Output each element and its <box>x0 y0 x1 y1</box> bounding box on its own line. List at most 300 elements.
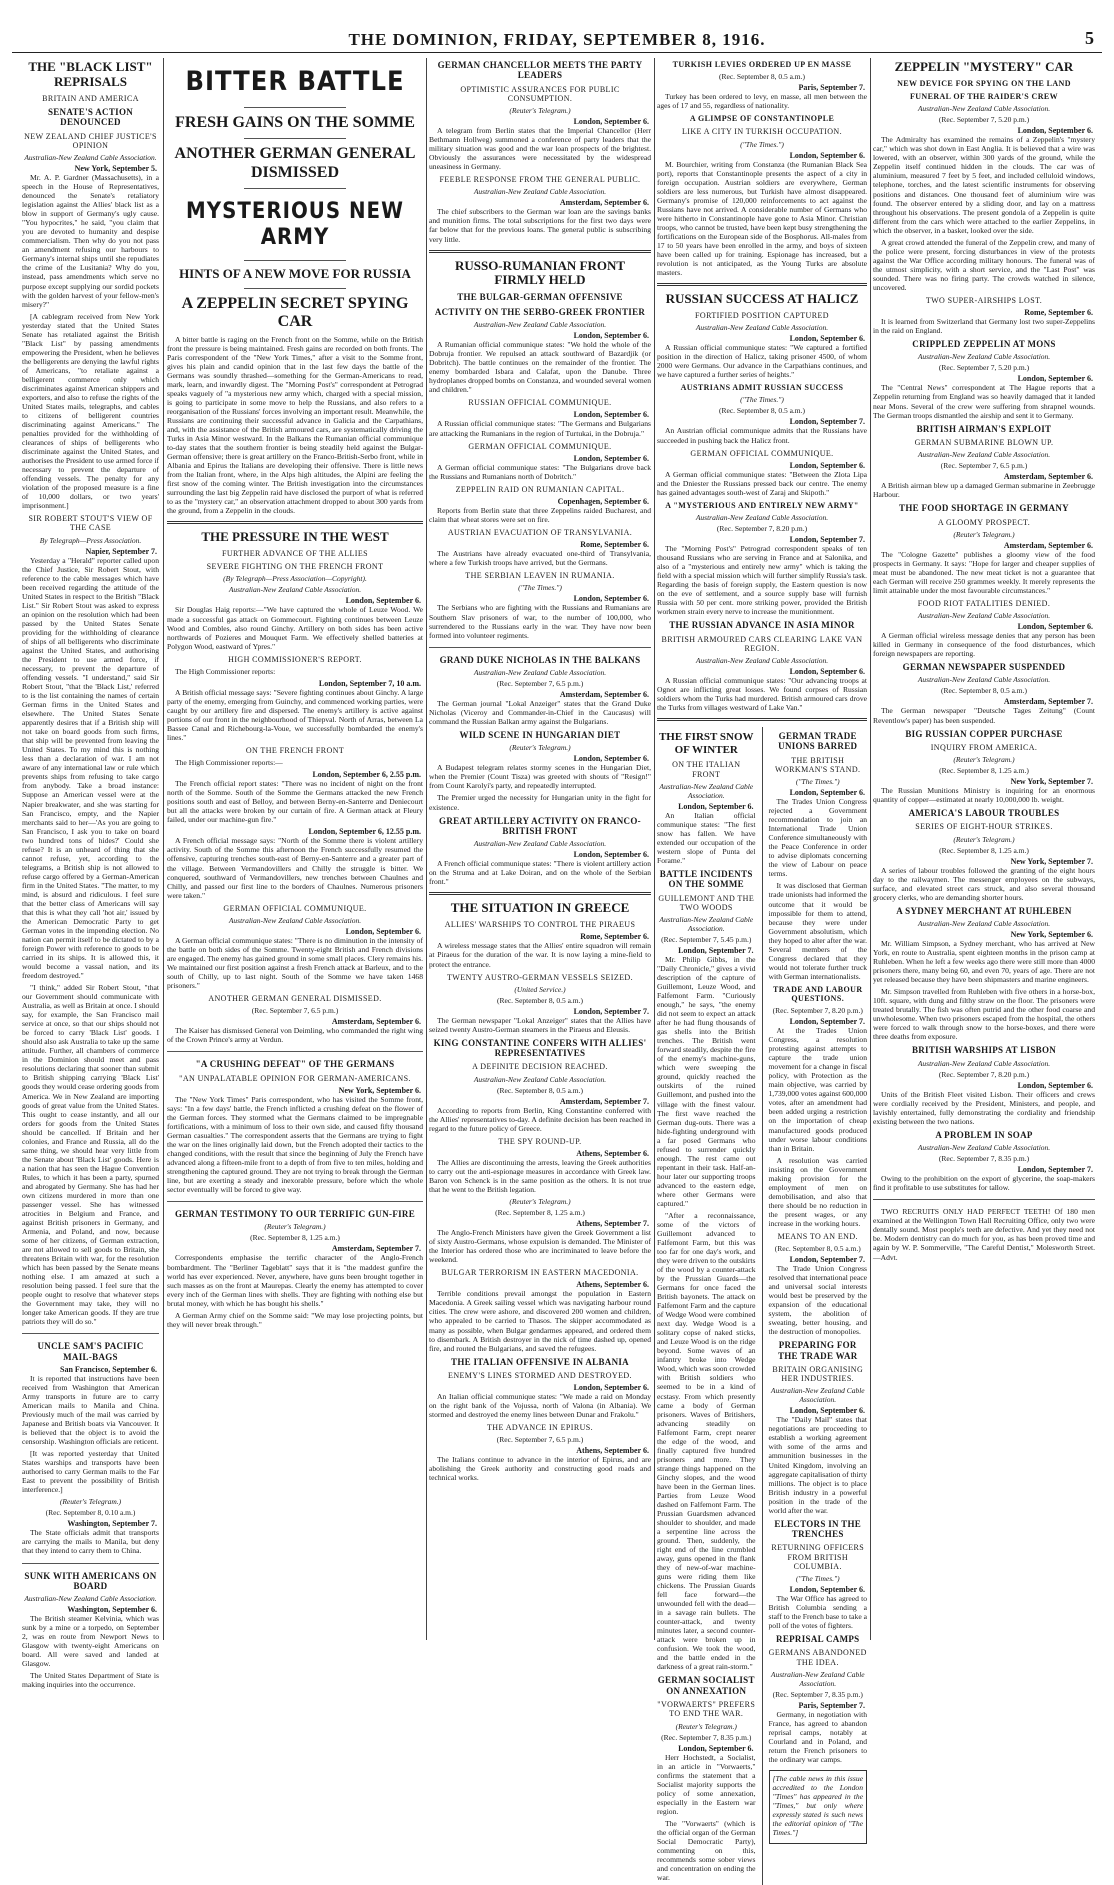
subheadline: OPTIMISTIC ASSURANCES FOR PUBLIC CONSUMPTION. <box>460 84 620 103</box>
article-text: The "New York Times" Paris correspondent, who has visited the Somme front, says: "In a few days' battle, the French inflicted a crushing defeat on the flower of the German forces. They stormed what the Germans claimed to be impregnable fortifications, with a minimum of loss to their own side, and caused fifty thousand German casualties." The correspondent asserts that the Germans are trying to fight the war on the lines originally laid down, but the French adopted their tactics to the changed conditions, with the result that since the beginning of July the French have advanced along a fifteen-mile front to a depth of from five to ten miles, holding and strengthening the captured ground. They are not trying to break through the German line, but are exerting a steady and inexorable pressure, before which the whole sector eventually will be forced to give way. <box>167 1094 423 1195</box>
sub-column-left <box>657 727 756 1885</box>
subheadline: GUILLEMONT AND THE TWO WOODS <box>658 893 755 912</box>
dateline: Rome, September 6. <box>1024 308 1093 318</box>
subheadline: THE SERBIAN LEAVEN IN RUMANIA. <box>465 571 615 581</box>
article-text: The chief subscribers to the German war loan are the savings banks and munition firms. The total subscriptions for the first two days were far below that for the previous loans. The general public is subscribing very little. <box>429 207 651 244</box>
headline: GERMAN NEWSPAPER SUSPENDED <box>902 662 1066 673</box>
dateline: London, September 6. <box>678 801 754 811</box>
received-line: (Rec. September 7, 8.35 p.m.) <box>661 1732 752 1742</box>
dateline: London, September 6. <box>573 117 649 127</box>
source-line: Australian-New Zealand Cable Association. <box>659 915 754 933</box>
dateline: London, September 6. <box>789 334 865 344</box>
source-line: Australian-New Zealand Cable Association. <box>695 513 829 522</box>
source-line: Australian-New Zealand Cable Association. <box>917 1143 1051 1153</box>
article-text: The Serbians who are fighting with the Russians and Rumanians are Southern Slav prisoners of war, to the number of 100,000, who surrendered to the Russians early in the war. They have now been formed into volunteer regiments. <box>429 603 651 640</box>
subheadline: SERIES OF EIGHT-HOUR STRIKES. <box>915 822 1053 832</box>
subheadline: FEEBLE RESPONSE FROM THE GENERAL PUBLIC. <box>439 175 641 185</box>
divider <box>167 1201 423 1202</box>
source-line: Australian-New Zealand Cable Association. <box>917 104 1051 114</box>
subheadline: RETURNING OFFICERS FROM BRITISH COLUMBIA. <box>771 1543 865 1571</box>
subheadline: A DEFINITE DECISION REACHED. <box>472 1062 608 1072</box>
source-line: (Reuter's Telegram.) <box>953 529 1015 539</box>
subheadline: THE ADVANCE IN EPIRUS. <box>487 1423 593 1433</box>
source-line: Australian-New Zealand Cable Association. <box>770 1386 865 1405</box>
article-text: The "Vorwaerts" (which is the official organ of the German Social Democratic Party), commenting on this, recommends some sober views and concentration on ending the war. <box>657 1818 756 1882</box>
article-text: A Budapest telegram relates stormy scenes in the Hungarian Diet, when the Premier (Count Tisza) was greeted with shouts of "Resign!" from Count Karolyi's party, and repeatedly interrupted. <box>429 763 651 791</box>
subheadline: INQUIRY FROM AMERICA. <box>930 742 1038 752</box>
headline: WILD SCENE IN HUNGARIAN DIET <box>459 730 621 741</box>
subheadline: SIR ROBERT STOUT'S VIEW OF THE CASE <box>28 514 153 533</box>
article-text: The High Commissioner reports: <box>175 666 276 676</box>
source-line: Australian-New Zealand Cable Association. <box>917 352 1051 362</box>
article-text: An Austrian official communique admits that the Russians have succeeded in pushing back the Halicz front. <box>657 426 867 445</box>
received-line: (Rec. September 7, 5.20 p.m.) <box>938 363 1030 373</box>
headline: A GLIMPSE OF CONSTANTINOPLE <box>689 114 835 124</box>
source-line: Australian-New Zealand Cable Association. <box>473 320 607 330</box>
headline: RUSSO-RUMANIAN FRONT FIRMLY HELD <box>454 257 626 288</box>
article-text: Mr. Philip Gibbs, in the "Daily Chronicle," gives a vivid description of the capture of Guillemont, Leuze Wood, and Falfemont Farm. "Curiously enough," he says, "the enemy did not seem to expect an attack after he had flung thousands of gas shells into the British trenches. The British went forward steadily, despite the fire of the enemy's machine-guns, which were sweeping the ground, quickly reached the outskirts of the ruined Guillemont, and pushed into the village with the finest valour. The first wave reached the German dug-outs. There was a hide-fighting underground with a far posed Germans who refused to surrender quickly enough. The rest came out repentant in their task. Half-an-hour later our supporting troops advanced to the eastern edge, where other Germans were captured." <box>657 955 756 1208</box>
article-text: Correspondents emphasise the terrific character of the Anglo-French bombardment. The "Berliner Tageblatt" says that it is "the maddest gunfire the world has ever experienced. Never, anywhere, have guns been brought together in such masses as on the front at Maurepas. Clearly the enemy has attempted to cover every inch of the German lines with shells. They are fighting with nothing else but brutal money, with which he has bought his shells." <box>167 1253 423 1308</box>
column-rule <box>654 58 655 1640</box>
headline: THE FIRST SNOW OF WINTER <box>658 731 754 756</box>
headline: MYSTERIOUS NEW ARMY <box>186 199 404 250</box>
headline: A PROBLEM IN SOAP <box>935 1129 1033 1140</box>
source-line: Australian-New Zealand Cable Association. <box>917 611 1051 621</box>
headline: PREPARING FOR THE TRADE WAR <box>777 1340 858 1361</box>
subheadline: "AN UNPALATABLE OPINION FOR GERMAN-AMERICANS. <box>179 1073 411 1083</box>
headline: THE PRESSURE IN THE WEST <box>201 529 389 545</box>
article-text: A British airman blew up a damaged German submarine in Zeebrugge Harbour. <box>873 481 1095 500</box>
headline: A SYDNEY MERCHANT AT RUHLEBEN <box>896 905 1072 916</box>
headline: BIG RUSSIAN COPPER PURCHASE <box>905 728 1063 739</box>
dateline: London, September 6. <box>789 788 865 798</box>
dateline: London, September 7. <box>789 1255 865 1265</box>
article-text: The Trades Union Congress rejected a Government recommendation to join an International Trade Union Conference simultaneously with the Peace Conference in order to advise diplomats concerning the view of Labour on peace terms. <box>768 797 867 879</box>
article-text: M. Bourchier, writing from Constanza (the Rumanian Black Sea port), reports that Constantinople presents the aspect of a city in foreign occupation. Austrian soldiers are everywhere, German soldiers are less numerous, but Turkish have almost disappeared. Germany's promise of 120,000 reinforcements to act against the Russians have not arrived. A considerable number of Germans who were hitherto in Constantinople have gone to Asia Minor. Christian troops, who cannot be trusted, have been kept busy strengthening the fortifications on the European side of the Bosphorus. All-males from 17 to 50 years have been enrolled in the army, and boys of sixteen have been called up for training. Espionage has increased, but a revolution is not anticipated, as the Young Turks are absolute masters. <box>657 159 867 277</box>
article-text: The Anglo-French Ministers have given the Greek Government a list of sixty Austro-Germans, whose expulsion is demanded. The Minister of the Interior has ordered those who are incriminated to leave before the weekend. <box>429 1228 651 1265</box>
headline: GERMAN CHANCELLOR MEETS THE PARTY LEADERS <box>437 60 643 81</box>
subheadline: THE SPY ROUND-UP. <box>498 1136 582 1146</box>
source-line: Australian-New Zealand Cable Association. <box>770 1669 865 1688</box>
sub-column-right <box>769 727 868 1885</box>
subheadline: THE BULGAR-GERMAN OFFENSIVE <box>457 292 623 303</box>
divider <box>244 107 346 108</box>
dateline: New York, September 6. <box>338 1085 421 1095</box>
headline: A ZEPPELIN SECRET SPYING CAR <box>181 294 409 331</box>
subheadline: NEW DEVICE FOR SPYING ON THE LAND <box>897 78 1071 88</box>
article-text: A resolution was carried insisting on the Government making provision for the employment of men on demobilisation, and also that there should be no reduction in the present wages, or any increase in the working hours. <box>768 1155 867 1228</box>
source-line: ("The Times.") <box>795 1573 840 1583</box>
dateline: Washington, September 7. <box>67 1519 157 1529</box>
received-line: (Rec. September 8, 1.25 a.m.) <box>495 1208 585 1218</box>
source-line: (By Telegraph—Press Association—Copyright). <box>223 574 367 584</box>
article-text: The High Commissioner reports:— <box>175 758 283 768</box>
column-rule <box>870 58 871 1640</box>
dateline: Amsterdam, September 6. <box>559 689 649 699</box>
sub-column-rule <box>762 727 763 1885</box>
subheadline: GERMANS ABANDONED THE IDEA. <box>768 1648 867 1667</box>
article-text: The Italians continue to advance in the interior of Epirus, and are abolishing the Greek authority and constructing good roads and technical works. <box>429 1455 651 1483</box>
headline: GREAT ARTILLERY ACTIVITY ON FRANCO-BRITISH FRONT <box>439 815 641 836</box>
received-line: (Rec. September 8, 0.5 a.m.) <box>718 72 805 82</box>
received-line: (Rec. September 7, 5.45 p.m.) <box>661 935 752 944</box>
main-headline: BITTER BATTLE <box>185 66 405 97</box>
headline: GERMAN SOCIALIST ON ANNEXATION <box>657 1675 755 1696</box>
source-line: Australian-New Zealand Cable Association. <box>695 655 829 665</box>
subheadline: ANOTHER GERMAN GENERAL DISMISSED. <box>208 994 382 1003</box>
article-text: "I think," added Sir Robert Stout, "that our Government should communicate with Australia, as well as Britain at once. I should say, for example, the San Francisco mail service at once, so that our ships should not be forced to carry 'Black List' goods. I should also ask Australia to take up the same attitude. Further, all chambers of commerce in the Dominion should meet and pass resolutions declaring that sooner than submit to British shipping carrying 'Black List' goods they would cease ordering goods from America. We in New Zealand are importing goods of great value from the United States. This ought to cease instantly, and all our orders for goods from the United States should be cancelled. If Britain and her colonies, and France and Russia, all do the same thing, we should hear very little from the Senate about 'Black List' goods. Here is a nation that has seen the Hague Convention Rules, to which it has been a party, spurned and abrogated by Germany. She has had her own citizens murdered in more than one passenger vessel. She has witnessed atrocities in Belgium and France, and against British prisoners in Germany, and Armenia, and Poland, and now, because some of her citizens, of German extraction, are not allowed to sell goods to Britain, she threatens Britain with war, for the resolution which has been passed by the Senate means nothing else. I am amazed at such a resolution being passed. I feel sure that the people ought to resolve that whatever steps the Government may take, they will no longer take American goods. If they are true patriots they will do so." <box>22 983 159 1327</box>
divider <box>657 283 867 286</box>
dateline: London, September 7, 10 a.m. <box>318 678 421 688</box>
headline: TURKISH LEVIES ORDERED UP EN MASSE <box>672 60 852 69</box>
article-text: A series of labour troubles followed the granting of the eight hours day to the railwaymen. The messenger employees on the subways, surface, and elevated street cars struck, and also several thousand grocery clerks, who are demanding shorter hours. <box>873 865 1095 902</box>
source-line: (United Service.) <box>514 984 566 994</box>
divider <box>244 288 346 289</box>
article-text: The "Central News" correspondent at The Hague reports that a Zeppelin returning from England was so heavily damaged that it landed near Mons. Several of the crew were suffering from shrapnel wounds. The German troops dismantled the airship and sent it to Germany. <box>873 383 1095 420</box>
article-text: The Austrians have already evacuated one-third of Transylvania, where a few Turkish troops have arrived, but the Germans. <box>429 549 651 568</box>
dateline: London, September 6. <box>1017 1080 1093 1090</box>
dateline: London, September 7. <box>678 946 754 955</box>
source-line: Australian-New Zealand Cable Association. <box>473 1074 607 1084</box>
source-line: Australian-New Zealand Cable Association. <box>917 450 1051 460</box>
dateline: London, September 6, 12.55 p.m. <box>308 827 421 837</box>
received-line: (Rec. September 8, 1.25 a.m.) <box>939 845 1029 855</box>
editorial-note: [The cable news in this issue accredited to the London "Times" has appeared in the "Times," but only where expressly stated is such news the editorial opinion of "The Times."] <box>772 1773 863 1838</box>
headline: ANOTHER GERMAN GENERAL DISMISSED <box>174 145 416 181</box>
headline: THE ITALIAN OFFENSIVE IN ALBANIA <box>451 1356 629 1367</box>
received-line: (Rec. September 7, 8.35 p.m.) <box>938 1154 1030 1164</box>
received-line: (Rec. September 7, 5.20 p.m.) <box>938 115 1030 125</box>
received-line: (Rec. September 7, 6.5 p.m.) <box>496 1435 584 1445</box>
article-text: A bitter battle is raging on the French front on the Somme, while on the British front the pressure is being maintained. Fresh gains are recorded on both fronts. The Paris correspondent of the "New York Times," after a visit to the Somme front, gives his plain and candid opinion that in the last few days the battle of the Germans was soundly thrashed—something for the German-Americans to read, mark, learn, and inwardly digest. The "Morning Post's" correspondent at Petrograd speaks vaguely of "a mysterious new army which, charged with a special mission, is going to participate in some move to help the Russians, and also refers to a reorganisation of the Russians' forces involving an important result. Meanwhile, the Russians are continuing their successful advance in Galicia and the Carpathians, and, with the assistance of the British armoured cars, are systematically driving the Turks in Asia Minor westward. In the Balkans the Rumanian official communique to-day states that the southern frontier is being steadily held against the Bulgar-German offensive; there is great artillery on the Franco-British-Serbo front, while in Albania and Epirus the Italians are developing their offensive. There is little news from the Italian front, where, in the Alps high altitudes, the Alpini are feeling the first snow of the coming winter. The British investigation into the circumstances surrounding the last big Zeppelin raid have disclosed the purport of what is referred to as the "mystery car," an observation attachment dropped to about 300 yards from the ground, from a Zeppelin in the clouds. <box>167 334 423 516</box>
divider <box>429 647 651 648</box>
divider <box>244 188 346 189</box>
article-text: Turkey has been ordered to levy, en masse, all men between the ages of 17 and 55, regardless of nationality. <box>657 92 867 111</box>
dateline: London, September 7. <box>573 1006 649 1016</box>
dateline: London, September 6. <box>1017 374 1093 384</box>
dateline: London, September 6. <box>573 594 649 604</box>
subheadline: TWENTY AUSTRO-GERMAN VESSELS SEIZED. <box>447 972 633 982</box>
received-line: (Rec. September 8, 0.5 a.m.) <box>940 686 1027 696</box>
dateline: London, September 6. <box>573 331 649 341</box>
dateline: London, September 6. <box>345 596 421 606</box>
source-line: (Reuter's Telegram.) <box>509 1197 571 1207</box>
dateline: London, September 6. <box>573 754 649 764</box>
subheadline: THE BRITISH WORKMAN'S STAND. <box>775 755 861 774</box>
dateline: Paris, September 7. <box>798 1700 865 1710</box>
masthead <box>12 30 1102 53</box>
headline: HINTS OF A NEW MOVE FOR RUSSIA <box>179 265 411 281</box>
masthead-title: THE DOMINION, FRIDAY, SEPTEMBER 8, 1916. <box>348 30 766 49</box>
dateline: Rome, September 6. <box>580 540 649 550</box>
subheadline: HIGH COMMISSIONER'S REPORT. <box>228 654 362 664</box>
article-text: The Kaiser has dismissed General von Deimling, who commanded the right wing of the Crown Prince's army at Verdun. <box>167 1026 423 1045</box>
source-line: (Reuter's Telegram.) <box>953 834 1015 844</box>
column-4 <box>657 56 867 1882</box>
article-text: A German official wireless message denies that any person has been killed in Germany in consequence of the food disturbances, which foreign newspapers are reporting. <box>873 631 1095 659</box>
subheadline: BRITISH ARMOURED CARS CLEARING LAKE VAN REGION. <box>661 634 863 653</box>
headline: SUNK WITH AMERICANS ON BOARD <box>24 1570 157 1591</box>
dateline: Athens, September 6. <box>576 1446 649 1456</box>
article-text: A telegram from Berlin states that the Imperial Chancellor (Herr Bethmann Hollweg) summoned a conference of party leaders that the military situation was good and the war loan prospects of the brightest. Obviously the assurances were necessitated by the widespread uneasiness in Germany. <box>429 126 651 172</box>
article-text: It was disclosed that German trade unionists had informed the outcome that it would be impossible for them to attend, because they were under Government absolutism, which they hoped to alter after the war. Several members of the Congress declared that they would not tolerate further truck with German internationalists. <box>768 881 867 981</box>
subheadline: GERMAN OFFICIAL COMMUNIQUE. <box>690 448 834 458</box>
dateline: London, September 7. <box>789 1017 865 1027</box>
headline: CRIPPLED ZEPPELIN AT MONS <box>912 339 1056 350</box>
subheadline: BRITAIN ORGANISING HER INDUSTRIES. <box>772 1364 864 1384</box>
source-line: ("The Times.") <box>518 583 562 593</box>
subheadline: GERMAN SUBMARINE BLOWN UP. <box>914 437 1054 447</box>
source-line: Australian-New Zealand Cable Association. <box>659 781 754 800</box>
subheadline: SEVERE FIGHTING ON THE FRENCH FRONT <box>206 562 384 572</box>
source-line: Australian-New Zealand Cable Association. <box>473 839 607 849</box>
dateline: London, September 6. <box>573 453 649 463</box>
source-line: ("The Times.") <box>740 395 784 405</box>
headline: ELECTORS IN THE TRENCHES <box>774 1518 862 1540</box>
dateline: London, September 7. <box>789 535 865 544</box>
article-text: Germany, in negotiation with France, has agreed to abandon reprisal camps, notably at Courland and in Poland, and return the French prisoners to the ordinary war camps. <box>768 1709 867 1764</box>
dateline: Amsterdam, September 6. <box>331 1017 421 1027</box>
divider <box>167 521 423 524</box>
article-text: A German official communique states: "Between the Zlota Lipa and the Dniester the Russians pressed back our centre. The enemy has gained advantages south-west of Zaraj and Skipoth." <box>657 469 867 497</box>
article-text: Mr. William Simpson, a Sydney merchant, who has arrived at New York, en route to Australia, spent eighteen months in the prison camp at Ruhleben. When he left a few weeks ago there were still more than 4000 prisoners there, many being 60, and even 70, years of age. There are not yet released because they have been shipmasters and marine engineers. <box>873 939 1095 985</box>
divider <box>429 892 651 895</box>
subheadline: ZEPPELIN RAID ON RUMANIAN CAPITAL. <box>455 484 625 494</box>
article-text: Sir Douglas Haig reports:—"We have captured the whole of Leuze Wood. We made a successful gas attack on Gommecourt. Fighting continues between Leuze Wood and Combles, also round Ginchy. Artillery on both sides has been active northwards of Pozieres and Mouquet Farm. We effectively shelled batteries at Polygon Wood, eastward of Ypres." <box>167 605 423 651</box>
subheadline: GERMAN OFFICIAL COMMUNIQUE. <box>223 903 367 913</box>
subheadline: GERMAN OFFICIAL COMMUNIQUE. <box>468 441 612 451</box>
article-text: Mr. A. P. Gardner (Massachusetts), in a speech in the House of Representatives, denounced the Senate's retaliatory legislation against the Allies' black list as a blow in support of Germany's ugly cause. "You hypocrites," he said, "you claim that you are devoted to humanity and despise commercialism. Then why do you not pass an amendment refusing our harbours to Germany's internal ships until she repudiates the crime of the Lusitania? Why do you, instead, pass amendments which serve no purpose except supplying our sordid pockets with the golden harvest of your fellow-men's misery?" <box>22 173 159 309</box>
received-line: (Rec. September 8, 1.25 a.m.) <box>250 1233 340 1243</box>
divider <box>657 718 867 721</box>
headline: REPRISAL CAMPS <box>776 1634 860 1645</box>
article-text: A British official message says: "Severe fighting continues about Ginchy. A large party of the enemy, emerging from Guinchy, and commenced working parties, were caught by our artillery fire and dispersed. The enemy's artillery is active against portions of our front in the neighbourhood of Thiepval. North of Arras, between La Bassee Canal and Richebourg-la-Voue, we successfully bombarded the enemy's lines." <box>167 687 423 742</box>
source-line: (Reuter's Telegram.) <box>264 1222 326 1232</box>
received-line: (Rec. September 8, 1.25 a.m.) <box>939 766 1029 776</box>
dateline: New York, September 7. <box>1010 856 1093 866</box>
column-rule <box>163 58 164 1640</box>
dateline: London, September 6. <box>345 926 421 936</box>
article-text: A French official communique states: "There is violent artillery action on the Struma and at Lake Doiran, and on the whole of the Serbian front." <box>429 859 651 887</box>
article-text: A wireless message states that the Allies' entire squadron will remain at Piraeus for the duration of the war. It is now laying a mine-field to protect the entrance. <box>429 941 651 969</box>
source-line: Australian-New Zealand Cable Association. <box>24 1594 157 1604</box>
source-line: (Reuter's Telegram.) <box>675 1721 737 1731</box>
article-text: An Italian official communique states: "The first snow has fallen. We have extended our occupation of the western slope of Punta del Forame." <box>657 810 756 865</box>
received-line: (Rec. September 8, 0.5 a.m.) <box>774 1244 861 1254</box>
subheadline: ON THE ITALIAN FRONT <box>672 760 741 779</box>
subheadline: "VORWAERTS" PREFERS TO END THE WAR. <box>657 1700 756 1719</box>
article-text: A Russian official communique states: "We captured a fortified position in the direction of Halicz, taking prisoner 4500, of whom 2000 were Germans. Our advance in the Carpathians continues, and we have captured a further series of heights." <box>657 343 867 380</box>
dateline: London, September 6. <box>573 1383 649 1393</box>
subheadline: ENEMY'S LINES STORMED AND DESTROYED. <box>448 1370 632 1380</box>
divider <box>244 138 346 139</box>
article-text: The "Cologne Gazette" publishes a gloomy view of the food prospects in Germany. It says: "Hope for larger and cheaper supplies of meat must be abandoned. The new meat ticket is not a guarantee that each German will receive 250 grammes weekly. It merely represents the limit attainable under the most favourable circumstances." <box>873 549 1095 595</box>
article-text: A Russian official communique states: "Our advancing troops at Ognot are inflicting great losses. We found corpses of Russian soldiers whom the Turks had murdered. British armoured cars drove the Turks from villages westward of Lake Van." <box>657 675 867 713</box>
headline: BRITISH AIRMAN'S EXPLOIT <box>916 423 1052 434</box>
headline: AMERICA'S LABOUR TROUBLES <box>908 808 1060 819</box>
dateline: Athens, September 6. <box>576 1280 649 1290</box>
headline: GRAND DUKE NICHOLAS IN THE BALKANS <box>439 654 641 665</box>
article-text: The Trade Union Congress resolved that international peace and universal social interests would best be preserved by the expansion of the educational system, the abolition of sweating, better housing, and the destruction of monopolies. <box>768 1264 867 1337</box>
headline: UNCLE SAM'S PACIFIC MAIL-BAGS <box>37 1341 144 1362</box>
dateline: London, September 6. <box>573 850 649 860</box>
subheadline: ACTIVITY ON THE SERBO-GREEK FRONTIER <box>434 306 646 317</box>
dateline: London, September 7. <box>1017 1165 1093 1175</box>
article-text: [It was reported yesterday that United States warships and transports have been authorised to carry German mails to the Far East to prevent the possibility of British interference.] <box>22 1449 159 1495</box>
page-number: 5 <box>1085 28 1094 48</box>
article-text: The War Office has agreed to British Columbia sending a staff to the French base to take a poll of the votes of fighters. <box>768 1593 867 1631</box>
source-line: Australian-New Zealand Cable Association. <box>917 919 1051 929</box>
article-text: Mr. Simpson travelled from Ruhleben with five others in a horse-box, 10ft. square, with dung and filthy straw on the floor. The prisoners were treated brutally. The fish was often putrid and the other food coarse and unwholesome. When two prisoners escaped from the hospital, the others were forced to walk through snow to the horse-boxes, and there were three deaths from exposure. <box>873 987 1095 1042</box>
subheadline: FURTHER ADVANCE OF THE ALLIES <box>222 549 368 559</box>
article-text: A German Army chief on the Somme said: "We may lose projecting points, but they will never break through." <box>167 1310 423 1329</box>
dateline: Copenhagen, September 6. <box>557 496 649 506</box>
divider <box>167 1051 423 1052</box>
dateline: New York, September 5. <box>74 164 157 174</box>
article-text: A German official communique states: "There is no diminution in the intensity of the battle on both sides of the Somme. Twenty-eight British and French divisions are engaged. The enemy has gained ground in some small places. Clery remains his. We maintained our first position against a fresh French attack at Barleux, and to the south of Chilly, up to last night. South of the Somme we have taken 1468 prisoners." <box>167 935 423 990</box>
article-text: "After a reconnaissance, some of the victors of Guillemont advanced to Falfemont Farm, but this was too far for one day's work, and they were driven to the outskirts of the wood by a counter-attack by the Prussian Guards—the Germans for once faced the British bayonets. The attack on Falfemont Farm and the capture of Wedge Wood were combined next day. Wedge Wood is a solitary copse of naked sticks, and Leuze Wood is on the ridge beyond. Some waves of an infantry broke into Wedge Wood, which was soon crowded with British soldiers who seemed to be in a kind of ecstasy. From which presently came a body of German prisoners. Waves of Britishers, advancing steadily on Falfemont Farm, crept nearer the edge of the wood, and finally captured five hundred prisoners and more. They strange things happened on the Ginchy slopes, and the wood have been in the German lines. Parties from Leuze Wood dashed on Falfemont Farm. The Prussian Guardsmen advanced shoulder to shoulder, and made a serpentine line across the ground. Then, suddenly, the right end of the line crumbled away, guns opened in the flank they of new-of-war machine-guns were riding them like chickens. The Prussian Guards fell face forward—the unwounded fell with the dead—in a savage rain bullets. The counter-attack, and twenty minutes later, a second counter-attack were broken up in confusion. We took the wood, and the battle ended in the darkness of a great rain-storm." <box>657 1210 756 1672</box>
received-line: (Rec. September 7, 8.20 p.m.) <box>716 524 808 533</box>
article-text: The "Daily Mail" states that negotiations are proceeding to establish a working agreement with some of the arms and ammunition businesses in the United Kingdom, involving an aggregate capitalisation of thirty millions. The object is to place British industry in a powerful position in the trade of the world after the war. <box>768 1415 867 1515</box>
source-line: Australian-New Zealand Cable Association. <box>24 153 157 163</box>
headline: BATTLE INCIDENTS ON THE SOMME <box>659 868 753 890</box>
dateline: Athens, September 7. <box>576 1219 649 1229</box>
source-line: Australian-New Zealand Cable Association. <box>473 667 607 677</box>
divider <box>22 1563 159 1564</box>
subheadline: TWO SUPER-AIRSHIPS LOST. <box>925 295 1043 305</box>
article-text: A great crowd attended the funeral of the Zeppelin crew, and many of the police were present, forcing disturbances in view of the protests against the War Office according military honours. The funeral was of the utmost simplicity, with a short service, and the "Last Post" was sounded. There was no firing party. The crowds watched in silence, uncovered. <box>873 237 1095 292</box>
article-text: Reports from Berlin state that three Zeppelins raided Bucharest, and claim that wheat stores were set on fire. <box>429 505 651 524</box>
article-text: The Allies are discontinuing the arrests, leaving the Greek authorities to carry out the anti-espionage measures in accordance with Greek law. Baron von Schenck is in the same position as the others. It is not true that he went to the British legation. <box>429 1157 651 1195</box>
article-text: The French official report states: "There was no incident of night on the front north of the Somme. South of the Somme the Germans attacked the new French positions south and east of Belloy, and between Berny-en-Santerre and Deniecourt but all the attacks were broken by our curtain of fire. A German attack at Fleury failed, under our machine-gun fire." <box>167 779 423 825</box>
dateline: London, September 6. <box>1017 126 1093 136</box>
source-line: ("The Times.") <box>795 777 840 787</box>
headline: "A CRUSHING DEFEAT" OF THE GERMANS <box>195 1059 395 1070</box>
article-text: [A cablegram received from New York yesterday stated that the United States Senate has retaliated against the British "Black List" by passing amendments empowering the President, when he believes the belligerents are denying the lawful rights of Americans, "to retaliate against a belligerent commerce only which discriminates against American shippers and exporters, and also to refuse the rights of the United States mails, telegraphs, and cables to citizens of belligerent countries discriminating against Americans." The penalties provided for the withholding of clearances of ships of belligerents who discriminate against the United States, and authorises the President to use armed force if necessary to prevent the departure of offending vessels. The penalty for any violation of the proposed measure is a fine of 10,000 dollars, or two years' imprisonment.] <box>22 311 159 511</box>
article-text: According to reports from Berlin, King Constantine conferred with the Allies' representatives to-day. A definite decision has been reached in regard to the future policy of Greece. <box>429 1105 651 1133</box>
source-line: Australian-New Zealand Cable Association. <box>695 323 829 333</box>
article-text: Terrible conditions prevail amongst the population in Eastern Macedonia. A Greek sailing vessel which was navigating harbour round cities. The crew were ashore, and discovered 200 women and children, who appealed to be carried to Thasos. The skipper accommodated as many as possible, when Bulgar gendarmes appeared, and ordered them to disembark. A British destroyer in the nick of time dashed up, opened fire, and routed the Bulgarians, and saved the refugees. <box>429 1289 651 1353</box>
headline: THE "BLACK LIST" REPRISALS <box>28 59 153 89</box>
received-line: (Rec. September 8, 0.5 a.m.) <box>496 1085 583 1095</box>
article-text: A French official message says: "North of the Somme there is violent artillery activity. South of the Somme this afternoon the French successfully resumed the offensive, capturing trenches south-east of Berny-en-Santerre and a greater part of the village. Between Vermandovillers and Chilly the struggle is bitter. We conquered, southward of Vermandovillers, new trenches between Chaulnes and Chilly, and passed our first line to the borders of Chaulnes. Numerous prisoners were taken." <box>167 836 423 900</box>
dateline: Amsterdam, September 7. <box>559 1096 649 1106</box>
dateline: Amsterdam, September 6. <box>1003 472 1093 482</box>
received-line: (Rec. September 7, 6.5 p.m.) <box>940 461 1028 471</box>
received-line: (Rec. September 8, 0.5 a.m.) <box>718 406 805 416</box>
dateline: London, September 6. <box>678 1743 754 1753</box>
dateline: London, September 6. <box>789 150 865 160</box>
dateline: New York, September 7. <box>1010 777 1093 787</box>
dateline: London, September 6. <box>789 1584 865 1594</box>
dateline: London, September 6. <box>1017 622 1093 632</box>
split-columns <box>657 727 867 1885</box>
article-text: Owing to the prohibition on the export of glycerine, the soap-makers find it profitable to use substitutes for tallow. <box>873 1174 1095 1193</box>
headline: THE SITUATION IN GREECE <box>450 900 630 916</box>
subheadline: ON THE FRENCH FRONT <box>245 746 345 756</box>
source-line: (Reuter's Telegram.) <box>509 106 571 116</box>
headline: A "MYSTERIOUS AND ENTIRELY NEW ARMY" <box>665 500 859 510</box>
dateline: Athens, September 6. <box>576 1148 649 1158</box>
headline: ZEPPELIN "MYSTERY" CAR <box>894 59 1074 74</box>
article-text: The German newspaper "Deutsche Tages Zeitung" (Count Reventlow's paper) has been suspended. <box>873 706 1095 725</box>
received-line: (Rec. September 7, 8.20 p.m.) <box>938 1069 1030 1079</box>
source-line: Australian-New Zealand Cable Association. <box>473 187 607 197</box>
received-line: (Rec. September 7, 6.5 p.m.) <box>251 1006 339 1016</box>
subheadline: FUNERAL OF THE RAIDER'S CREW <box>909 92 1059 102</box>
subheadline: NEW ZEALAND CHIEF JUSTICE'S OPINION <box>24 131 157 150</box>
source-line: Australian-New Zealand Cable Association. <box>228 585 362 595</box>
divider <box>244 260 346 261</box>
article-text: It is learned from Switzerland that Germany lost two super-Zeppelins in the raid on England. <box>873 317 1095 336</box>
received-line: (Rec. September 7, 6.5 p.m.) <box>496 678 584 688</box>
subheadline: BULGAR TERRORISM IN EASTERN MACEDONIA. <box>441 1268 639 1278</box>
headline: GERMAN TRADE UNIONS BARRED <box>778 731 858 752</box>
column-rule <box>426 58 427 1640</box>
dateline: Amsterdam, September 7. <box>1003 697 1093 707</box>
dateline: Paris, September 7. <box>798 83 865 93</box>
divider <box>22 1333 159 1334</box>
article-text: Herr Hochstedt, a Socialist, in an article in "Vorwaerts," confirms the statement that a Socialist majority supports the policy of some annexation, especially in the Eastern war region. <box>657 1752 756 1816</box>
source-line: ("The Times.") <box>740 139 784 149</box>
article-text: The United States Department of State is making inquiries into the occurrence. <box>22 1671 159 1690</box>
headline: BRITISH WARSHIPS AT LISBON <box>911 1045 1057 1056</box>
dateline: London, September 6. <box>789 460 865 470</box>
column-3 <box>429 56 651 1642</box>
article-text: The Admiralty has examined the remains of a Zeppelin's "mystery car," which was shot down in East Anglia. It is believed that a wire was lowered, with an observer, within 300 yards of the ground, while the Zeppelin itself continued hidden in the clouds. The car was of aluminium, measured 7 feet by 5 feet, and included celluloid windows, telephone, torches, and the latest scientific instruments for observing positions and distances. One thousand feet of aluminium wire was found. The observer entered by a sliding door, and lay on a mattress throughout his observations. The present gondola of a Zeppelin is quite different from the cars which were attached to the earlier Zeppelins, in which the observer, in a basket, looked over the side. <box>873 135 1095 235</box>
dateline: Amsterdam, September 6. <box>559 198 649 208</box>
divider <box>873 1199 1095 1200</box>
dateline: Amsterdam, September 7. <box>331 1244 421 1254</box>
subheadline: BRITAIN AND AMERICA <box>42 93 139 103</box>
received-line: (Rec. September 7, 8.35 p.m.) <box>772 1689 863 1699</box>
editorial-note-box <box>769 1770 868 1844</box>
headline: KING CONSTANTINE CONFERS WITH ALLIES' REPRESENTATIVES <box>433 1037 647 1059</box>
subheadline: MEANS TO AN END. <box>777 1231 858 1241</box>
article-text: The State officials admit that transports are carrying the mails to Manila, but deny that they intend to carry them to China. <box>22 1528 159 1556</box>
subheadline: A GLOOMY PROSPECT. <box>937 517 1031 527</box>
source-line: Australian-New Zealand Cable Association. <box>917 1058 1051 1068</box>
subheadline: FORTIFIED POSITION CAPTURED <box>695 310 829 320</box>
dateline: Rome, September 6. <box>580 932 649 942</box>
headline: GERMAN TESTIMONY TO OUR TERRIFIC GUN-FIRE <box>174 1209 416 1220</box>
dateline: New York, September 6. <box>1010 930 1093 940</box>
subheadline: TRADE AND LABOUR QUESTIONS. <box>772 984 863 1003</box>
article-text: A Russian official communique states: "The Germans and Bulgarians are attacking the Rumanians in the region of Turtukai, in the Dobruja." <box>429 419 651 438</box>
article-text: The "Morning Post's" Petrograd correspondent speaks of ten thousand Russians who are serving in France and at Salonika, and also of a "mysterious and entirely new army" which is taking the field with a special mission which will further simplify Russia's task. Regarding the basis of foreign supply, the Eastern question is now on the eve of settlement, and a source supply base will furnish Russia with 50 per cent. more striking power, provided the British workmen strain every nerve to increase the munitionment. <box>657 544 867 617</box>
dateline: London, September 6, 2.55 p.m. <box>312 770 421 780</box>
source-line: By Telegraph—Press Association. <box>39 535 142 545</box>
article-text: The British steamer Kelvinia, which was sunk by a mine or a torpedo, on September 2, was en route from Newport News to Glasgow with twenty-eight Americans on board. All were saved and landed at Glasgow. <box>22 1614 159 1669</box>
article-text: It is reported that instructions have been received from Washington that American Army transports in future are to carry American mails to Manila and China. Previously much of the mail was carried by Japanese and British boats via Vancouver. It is believed that the object is to avoid the censorship. Washington officials are reticent. <box>22 1374 159 1447</box>
received-line: (Rec. September 8, 0.5 a.m.) <box>496 995 583 1005</box>
dateline: London, September 7. <box>789 417 865 427</box>
headline: THE RUSSIAN ADVANCE IN ASIA MINOR <box>669 620 855 631</box>
article-text: A German official communique states: "The Bulgarians drove back the Russians and Rumanians north of Dobritch." <box>429 462 651 481</box>
source-line: Australian-New Zealand Cable Association. <box>228 915 362 925</box>
dateline: Amsterdam, September 6. <box>1003 540 1093 550</box>
article-text: An Italian official communique states: "We made a raid on Monday on the right bank of the Vojussa, north of Valona (in Albania). We stormed and destroyed the enemy lines between Dunar and Frakolu." <box>429 1392 651 1420</box>
source-line: (Reuter's Telegram.) <box>59 1497 122 1507</box>
subheadline: AUSTRIANS ADMIT RUSSIAN SUCCESS <box>680 383 844 393</box>
article-text: The German journal "Lokal Anzeiger" states that the Grand Duke Nicholas (Viceroy and Commander-in-Chief in the Caucasus) will command the Russian Balkan army against the Bulgarians. <box>429 698 651 726</box>
subheadline: SENATE'S ACTION DENOUNCED <box>47 107 134 128</box>
divider <box>429 250 651 253</box>
received-line: (Rec. September 7, 8.20 p.m.) <box>772 1006 863 1016</box>
source-line: Australian-New Zealand Cable Association. <box>917 675 1051 685</box>
received-line: (Rec. September 8, 0.10 a.m.) <box>45 1508 136 1518</box>
dateline: London, September 6. <box>573 410 649 420</box>
